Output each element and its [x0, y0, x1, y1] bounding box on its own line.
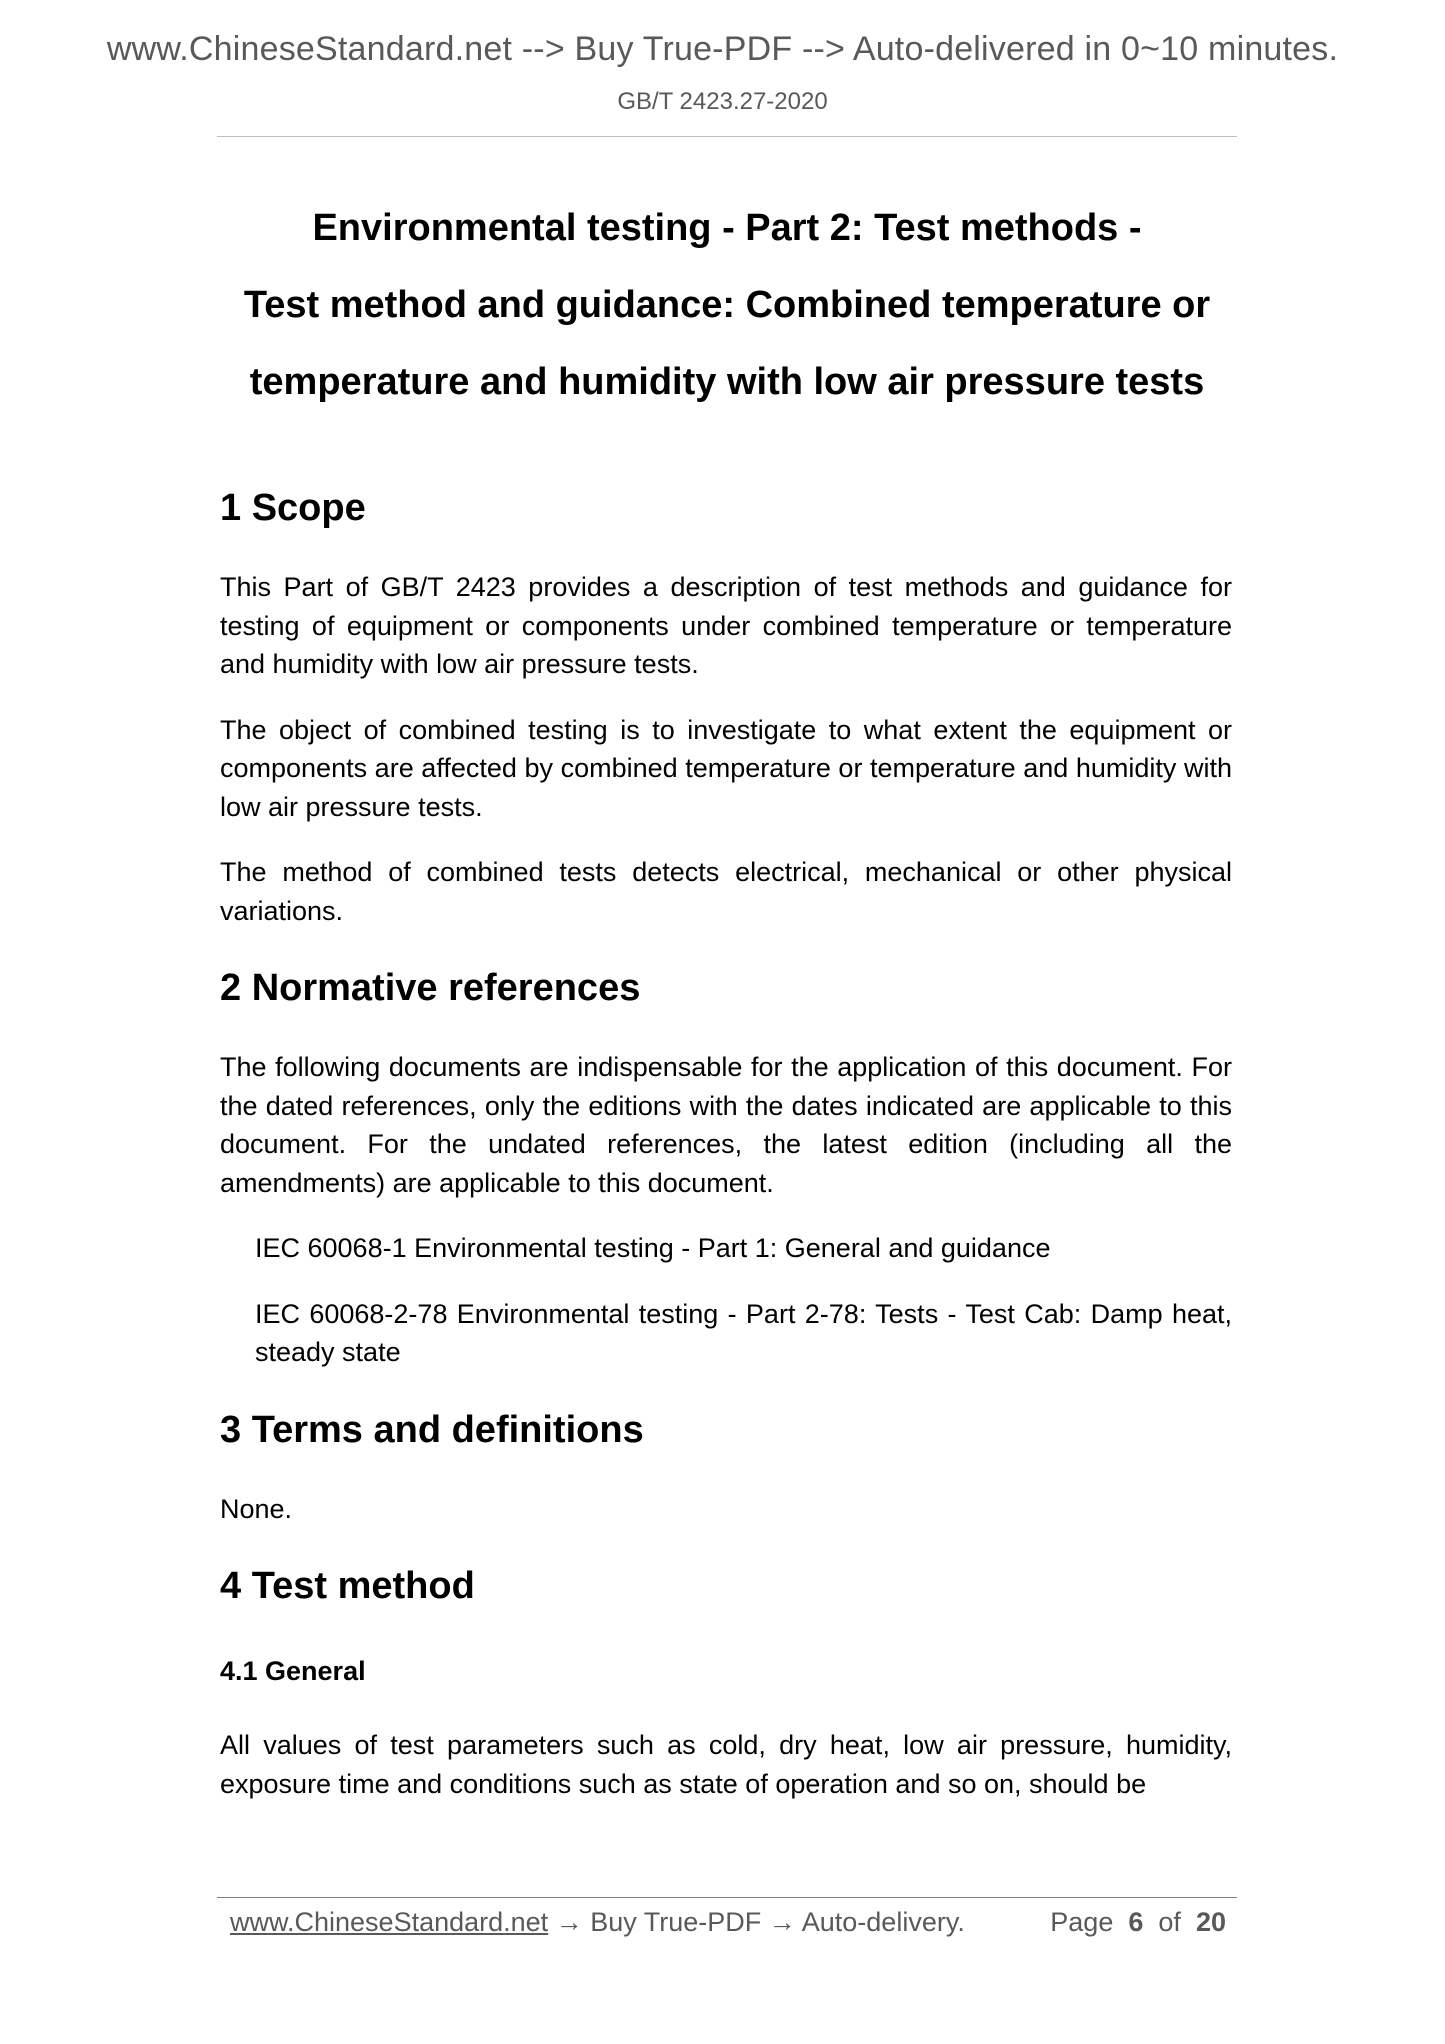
footer-divider	[217, 1897, 1237, 1898]
document-title	[217, 190, 1237, 421]
section-heading-test-method: 4 Test method	[220, 1565, 475, 1607]
title-line: Test method and guidance: Combined temperature or	[243, 284, 1211, 326]
reference-item: IEC 60068-1 Environmental testing - Part 1: General and guidance	[255, 1233, 1051, 1263]
subsection-heading-general: 4.1 General	[220, 1656, 366, 1686]
terms-paragraph: None.	[220, 1493, 293, 1524]
document-body	[220, 478, 1232, 1803]
scope-paragraph: The object of combined testing is to investigate to what extent the equipment or components are affected by combined temperature or temperature and humidity with low air pressure tests.	[220, 714, 1232, 822]
site-banner: www.ChineseStandard.net --> Buy True-PDF --> Auto-delivered in 0~10 minutes.	[106, 30, 1339, 68]
footer-site-link[interactable]: www.ChineseStandard.net	[230, 1906, 549, 1937]
scope-paragraph: This Part of GB/T 2423 provides a description of test methods and guidance for testing of equipment or components under combined temperature or temperature and humidity with low air pressure tests.	[220, 572, 1232, 679]
general-paragraph: All values of test parameters such as cold, dry heat, low air pressure, humidity, exposure time and conditions such as state of operation and so on, should be	[220, 1730, 1232, 1799]
reference-item: IEC 60068-2-78 Environmental testing - Part 2-78: Tests - Test Cab: Damp heat, steady state	[255, 1298, 1232, 1367]
section-heading-normative-references: 2 Normative references	[220, 967, 641, 1009]
page-total: 20	[1195, 1906, 1226, 1937]
scope-paragraph: The method of combined tests detects electrical, mechanical or other physical variations.	[220, 857, 1232, 926]
page-current: 6	[1128, 1906, 1144, 1937]
title-line: Environmental testing - Part 2: Test methods -	[312, 207, 1142, 249]
page-label: Page	[1050, 1906, 1114, 1937]
footer-buy-text: → Buy True-PDF → Auto-delivery.	[555, 1906, 965, 1937]
title-line: temperature and humidity with low air pressure tests	[249, 361, 1205, 403]
standard-code: GB/T 2423.27-2020	[617, 88, 828, 115]
header-divider	[217, 136, 1237, 137]
page-indicator	[1050, 1907, 1226, 1938]
normative-paragraph: The following documents are indispensable for the application of this document. For the dated references, only the editions with the dates indicated are applicable to this document. For the undated references, the latest edition (including all the amendments) are applicable to this document.	[220, 1052, 1232, 1198]
page-footer	[230, 1902, 1226, 1942]
section-heading-terms: 3 Terms and definitions	[220, 1408, 644, 1451]
section-heading-scope: 1 Scope	[220, 487, 366, 529]
footer-left	[230, 1907, 965, 1938]
page-of-label: of	[1158, 1906, 1181, 1937]
